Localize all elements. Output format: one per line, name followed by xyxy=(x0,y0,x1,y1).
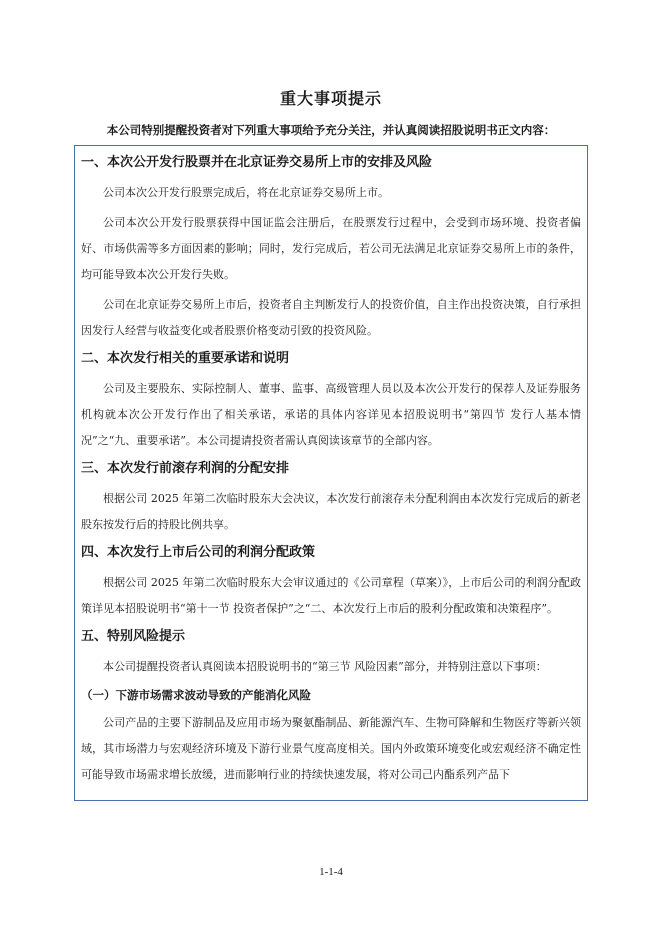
section-3-paragraph-1: 根据公司 2025 年第二次临时股东大会决议，本次发行前滚存未分配利润由本次发行完成后的新老股东按发行后的持股比例共享。 xyxy=(81,492,581,531)
section-heading-3: 三、本次发行前滚存利润的分配安排 xyxy=(81,461,290,476)
page-number: 1-1-4 xyxy=(319,866,343,878)
section-4-paragraph-1: 根据公司 2025 年第二次临时股东大会审议通过的《公司章程（草案）》，上市后公司的利润分配政策详见本招股说明书“第十一节 投资者保护”之“二、本次发行上市后的股利分配政策和决策程序”。 xyxy=(81,576,581,615)
important-notice: 本公司特别提醒投资者对下列重大事项给予充分关注，并认真阅读招股说明书正文内容： xyxy=(106,123,556,137)
page-title: 重大事项提示 xyxy=(279,89,382,108)
subsection-paragraph-1: 公司产品的主要下游制品及应用市场为聚氨酯制品、新能源汽车、生物可降解和生物医疗等新兴领域，其市场潜力与宏观经济环境及下游行业景气度高度相关。国内外政策环境变化或宏观经济不确定性可能导致市场需求增长放缓，进而影响行业的持续快速发展，将对公司己内酯系列产品下 xyxy=(81,716,581,781)
section-heading-5: 五、特别风险提示 xyxy=(81,629,186,644)
section-heading-2: 二、本次发行相关的重要承诺和说明 xyxy=(81,351,290,366)
section-1-paragraph-3: 公司在北京证券交易所上市后，投资者自主判断发行人的投资价值，自主作出投资决策，自行承担因发行人经营与收益变化或者股票价格变动引致的投资风险。 xyxy=(81,298,581,337)
section-heading-4: 四、本次发行上市后公司的利润分配政策 xyxy=(81,545,316,560)
section-2-paragraph-1: 公司及主要股东、实际控制人、董事、监事、高级管理人员以及本次公开发行的保荐人及证券服务机构就本次公开发行作出了相关承诺，承诺的具体内容详见本招股说明书“第四节 发行人基本情况”之“九、重要承诺”。本公司提请投资者需认真阅读该章节的全部内容。 xyxy=(81,382,581,447)
section-heading-1: 一、本次公开发行股票并在北京证券交易所上市的安排及风险 xyxy=(81,155,433,170)
content-box xyxy=(74,145,588,801)
section-1-paragraph-1: 公司本次公开发行股票完成后，将在北京证券交易所上市。 xyxy=(103,186,389,199)
section-5-paragraph-1: 本公司提醒投资者认真阅读本招股说明书的“第三节 风险因素”部分，并特别注意以下事项： xyxy=(103,660,547,673)
section-1-paragraph-2: 公司本次公开发行股票获得中国证监会注册后，在股票发行过程中，会受到市场环境、投资者偏好、市场供需等多方面因素的影响；同时，发行完成后，若公司无法满足北京证券交易所上市的条件，均可能导致本次公开发行失败。 xyxy=(81,216,581,281)
subsection-heading: （一）下游市场需求波动导致的产能消化风险 xyxy=(81,688,311,702)
